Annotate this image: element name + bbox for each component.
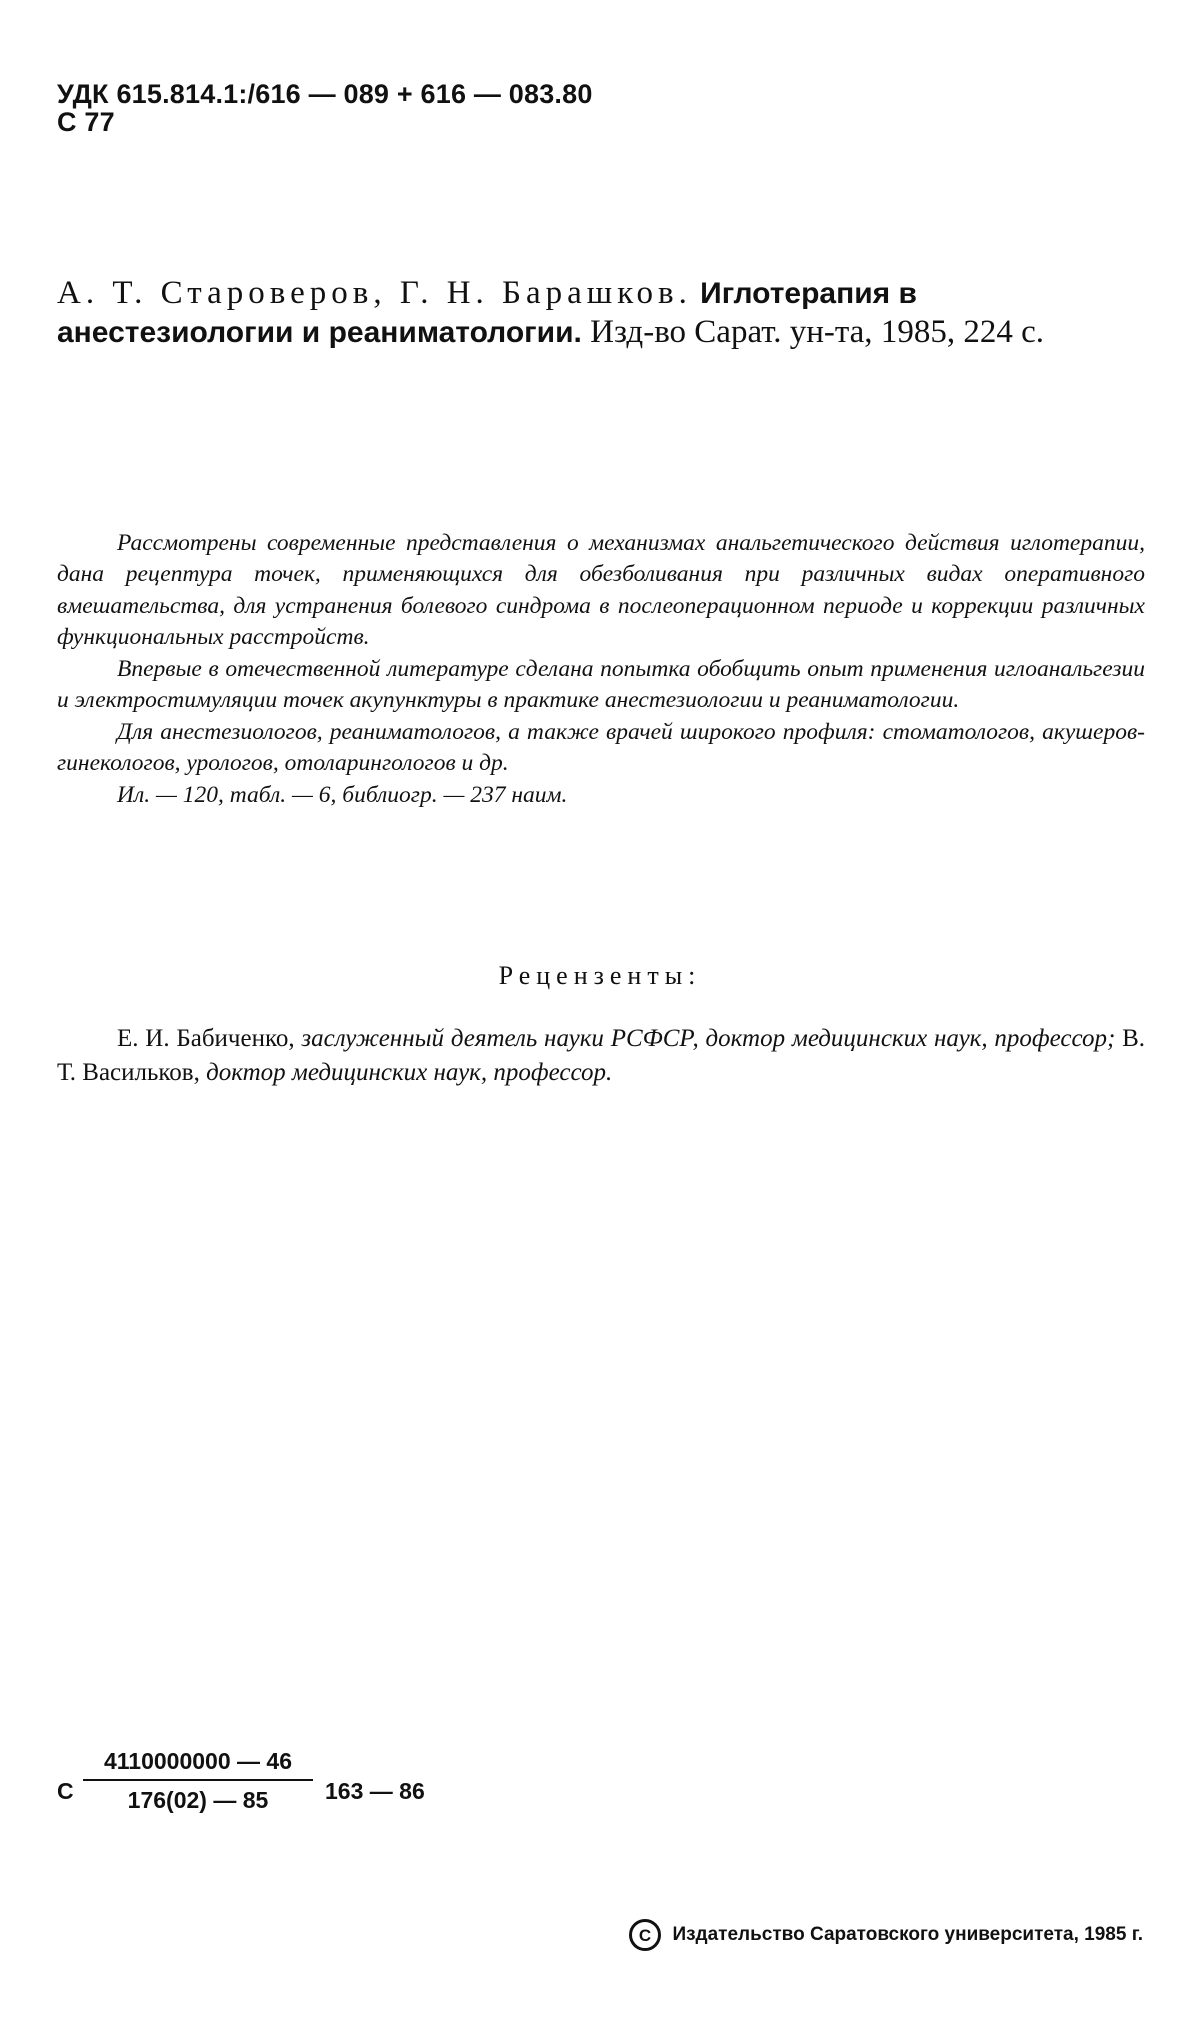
reviewer-name: В. Т. Васильков,: [57, 1025, 1146, 1086]
copyright-icon: [628, 1918, 662, 1952]
copyright-text: Издательство Саратовского университета, 1985 г.: [672, 1924, 1143, 1945]
index-code: [57, 1748, 557, 1838]
udk-code: УДК 615.814.1:/616 — 089 + 616 — 083.80: [57, 79, 593, 109]
abstract-paragraph: Для анестезиологов, реаниматологов, а также врачей широкого профиля: стоматологов, акушеров-гинекологов, урологов, отоларингологов и др.: [57, 718, 1145, 777]
copyright: [628, 1918, 1143, 1952]
reviewer-role: заслуженный деятель науки РСФСР, доктор медицинских наук, профессор;: [301, 1025, 1116, 1052]
udk-block: [57, 80, 593, 137]
abstract-paragraph: Рассмотрены современные представления о механизмах анальгетического действия иглотерапии, дана рецептура точек, применяющихся для обезболивания при различных видах оперативного вмешательства, для устранения болевого синдрома в послеоперационном периоде и коррекции различных функциональных расстройств.: [57, 530, 1145, 651]
reviewer-role: доктор медицинских наук, профессор.: [206, 1058, 613, 1086]
publisher: Изд-во Сарат. ун-та,: [590, 313, 873, 350]
reviewers-text: [57, 1022, 1145, 1089]
index-denominator: 176(02) — 85: [127, 1787, 269, 1813]
index-numerator: 4110000000 — 46: [83, 1748, 313, 1781]
svg-text:C: C: [639, 1926, 652, 1945]
index-fraction: [83, 1748, 313, 1814]
index-tail: 163 — 86: [325, 1778, 425, 1804]
index-letter: С: [57, 1778, 74, 1804]
reviewer-name: Е. И. Бабиченко,: [117, 1025, 295, 1052]
authors: А. Т. Староверов, Г. Н. Барашков.: [57, 275, 692, 311]
author-mark: С 77: [57, 107, 115, 138]
reviewers-heading: Рецензенты:: [498, 961, 702, 990]
abstract: [57, 528, 1145, 811]
year-pages: 1985, 224 с.: [880, 313, 1044, 350]
bibliographic-description: [57, 274, 1143, 351]
abstract-paragraph: Ил. — 120, табл. — 6, библиогр. — 237 наим.: [117, 781, 568, 808]
book-title: Иглотерапия в анестезиологии и реаниматологии.: [57, 277, 917, 349]
abstract-paragraph: Впервые в отечественной литературе сделана попытка обобщить опыт применения иглоанальгезии и электростимуляции точек акупунктуры в практике анестезиологии и реаниматологии.: [57, 655, 1145, 714]
